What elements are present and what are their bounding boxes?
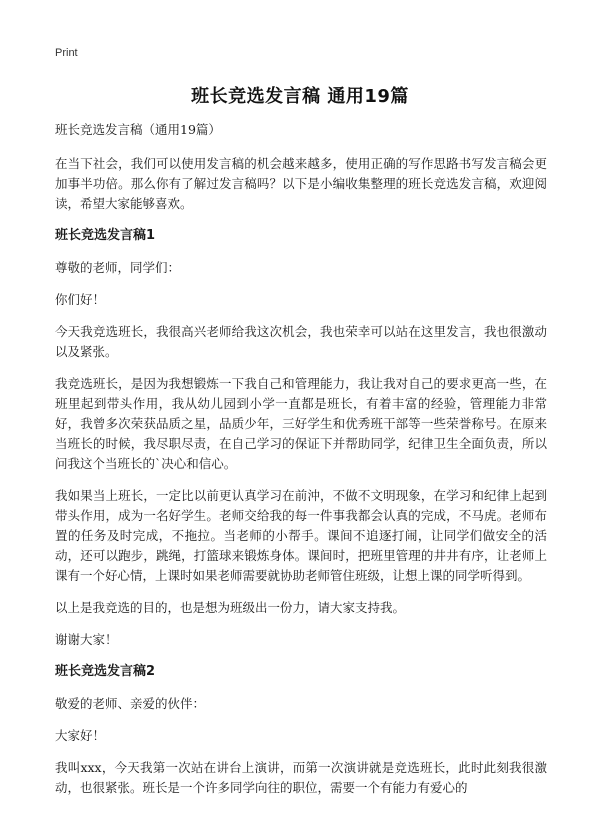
- section1-paragraph: 以上是我竞选的目的，也是想为班级出一份力，请大家支持我。: [55, 600, 406, 615]
- intro-paragraph: 在当下社会，我们可以使用发言稿的机会越来越多，使用正确的写作思路书写发言稿会更加事半功倍。那么你有了解过发言稿吗？以下是小编收集整理的班长竞选发言稿，欢迎阅读，希望大家能够喜欢。: [55, 156, 547, 211]
- section2-paragraph: 我叫xxx，今天我第一次站在讲台上演讲，而第一次演讲就是竞选班长，此时此刻我很激动，也很紧张。班长是一个许多同学向往的职位，需要一个有能力有爱心的: [55, 760, 547, 795]
- section1-paragraph: 我竞选班长，是因为我想锻炼一下我自己和管理能力，我让我对自己的要求更高一些，在班里起到带头作用，我从幼儿园到小学一直都是班长，有着丰富的经验，管理能力非常好，我曾多次荣获品质之星，品质少年，三好学生和优秀班干部等一些荣誉称号。在原来当班长的时候，我尽职尽责，在自己学习的保证下并帮助同学，纪律卫生全面负责，所以问我这个当班长的`决心和信心。: [55, 376, 547, 471]
- section-heading-1: 班长竞选发言稿1: [55, 228, 156, 243]
- section2-paragraph: 敬爱的老师、亲爱的伙伴：: [55, 696, 206, 711]
- section2-paragraph: 大家好！: [55, 728, 106, 743]
- print-link[interactable]: Print: [55, 47, 78, 59]
- document-subtitle: 班长竞选发言稿（通用19篇）: [55, 122, 221, 137]
- section1-paragraph: 我如果当上班长，一定比以前更认真学习在前沖，不做不文明现象，在学习和纪律上起到带头作用，成为一名好学生。老师交给我的每一件事我都会认真的完成，不马虎。老师布置的任务及时完成，不拖拉。当老师的小帮手。课间不追逐打闹，让同学们做安全的活动，还可以跑步，跳绳，打篮球来锻炼身体。课间时，把班里管理的井井有序，让老师上课有一个好心情，上课时如果老师需要就协助老师管住班级，让想上课的同学听得到。: [55, 488, 547, 583]
- section1-paragraph: 谢谢大家！: [55, 632, 118, 647]
- section-heading-2: 班长竞选发言稿2: [55, 664, 156, 679]
- document-title: 班长竞选发言稿 通用19篇: [191, 86, 409, 107]
- section1-paragraph: 今天我竞选班长，我很高兴老师给我这次机会，我也荣幸可以站在这里发言，我也很激动以及紧张。: [55, 324, 547, 359]
- section1-paragraph: 尊敬的老师，同学们：: [55, 260, 181, 275]
- document-body: [55, 120, 547, 810]
- section1-paragraph: 你们好！: [55, 292, 106, 307]
